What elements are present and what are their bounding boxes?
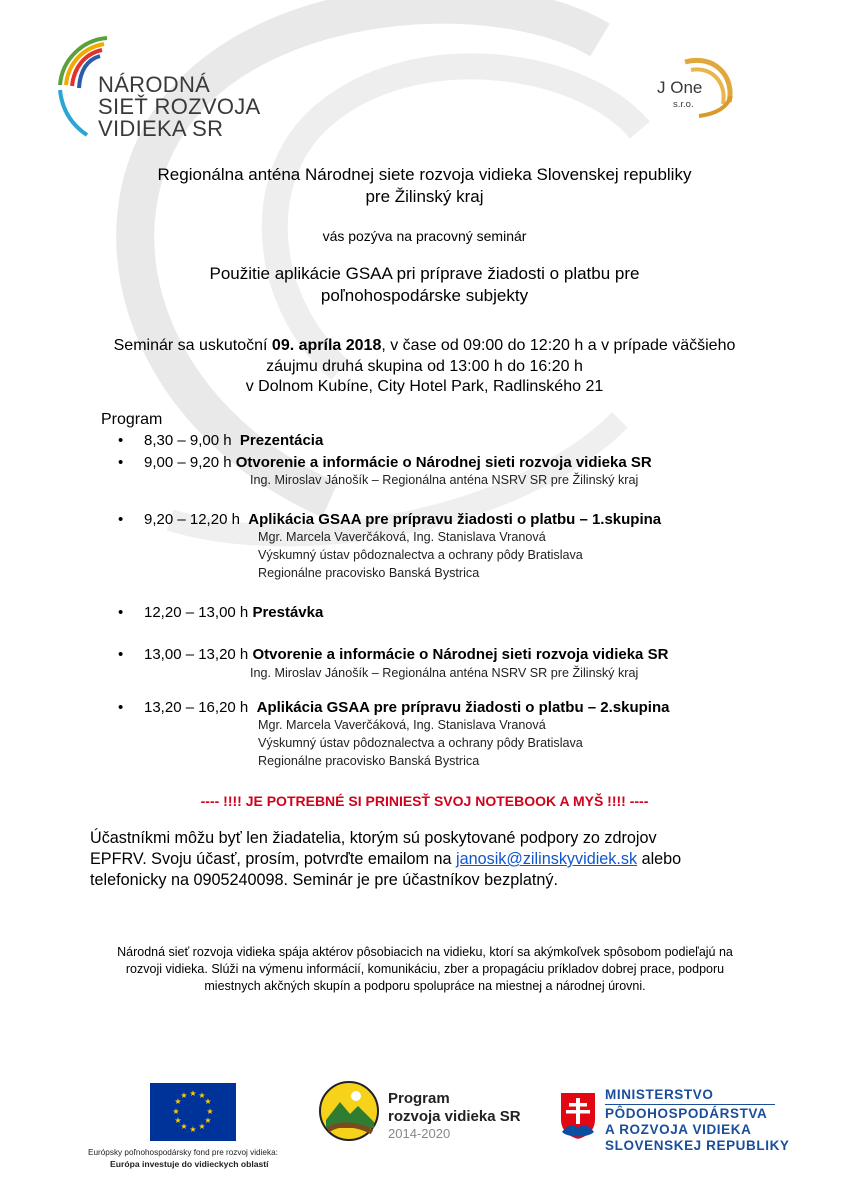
bullet-icon: • [118,454,124,471]
eu-caption-1: Európsky poľnohospodársky fond pre rozvoj vidieka: [88,1148,278,1157]
jone-logo-text [657,78,703,110]
ministry-divider [605,1104,775,1105]
program-title: Otvorenie a informácie o Národnej sieti rozvoja vidieka SR [235,454,652,471]
details-line-2: záujmu druhá skupina od 13:00 h do 16:20 h [266,358,583,375]
svg-text:★: ★ [174,1097,182,1106]
ministry-logo-text [605,1087,790,1154]
nsrv-logo-text [98,74,261,140]
program-title: Prestávka [252,604,324,621]
program-item [0,698,849,718]
eu-caption-2: Európa investuje do vidieckych oblastí [110,1159,269,1169]
bullet-icon: • [118,604,124,621]
ministry-line: A ROZVOJA VIDIEKA [605,1122,752,1137]
eu-flag-logo [150,1083,236,1141]
prv-logo-line-1: Program [388,1090,450,1107]
svg-text:★: ★ [198,1122,206,1131]
ministry-line: MINISTERSTVO [605,1087,714,1102]
program-time: 8,30 – 9,00 h [144,432,232,449]
program-item [0,431,849,451]
participants-line-3: telefonicky na 0905240098. Seminár je pre účastníkov bezplatný. [90,871,558,889]
svg-text:★: ★ [189,1125,197,1134]
program-institution: Výskumný ústav pôdoznalectva a ochrany pôdy Bratislava [258,548,583,562]
ministry-line: SLOVENSKEJ REPUBLIKY [605,1138,790,1153]
svg-text:★: ★ [172,1107,180,1116]
slovak-coat-of-arms-icon [558,1090,598,1142]
program-time: 12,20 – 13,00 h [144,604,249,621]
program-item [0,603,849,623]
program-speaker: Ing. Miroslav Jánošík – Regionálna anténa NSRV SR pre Žilinský kraj [250,473,639,487]
ministry-line: PÔDOHOSPODÁRSTVA [605,1106,768,1121]
program-item [0,453,849,473]
program-title: Aplikácia GSAA pre prípravu žiadosti o platbu – 2.skupina [256,699,670,716]
program-department: Regionálne pracovisko Banská Bystrica [258,754,480,768]
program-time: 13,20 – 16,20 h [144,699,249,716]
eu-stars-icon [150,1083,236,1141]
program-time: 9,00 – 9,20 h [144,454,232,471]
participants-line-2-suffix: alebo [637,850,682,868]
prv-logo-text [388,1090,521,1126]
program-item [0,510,849,530]
participants-line-2-prefix: EPFRV. Svoju účasť, prosím, potvrďte emailom na [90,850,457,868]
jone-logo-name: J One [657,78,703,97]
svg-text:★: ★ [189,1089,197,1098]
program-time: 13,00 – 13,20 h [144,646,249,663]
program-speaker: Mgr. Marcela Vaverčáková, Ing. Stanislava Vranová [258,530,546,544]
topic-line-2: poľnohospodárske subjekty [320,286,529,305]
program-time: 9,20 – 12,20 h [144,511,240,528]
program-title: Aplikácia GSAA pre prípravu žiadosti o platbu – 1.skupina [248,511,662,528]
program-title: Otvorenie a informácie o Národnej sieti rozvoja vidieka SR [252,646,669,663]
svg-text:★: ★ [174,1116,182,1125]
details-line-1 [0,335,849,356]
participants-line-1: Účastníkmi môžu byť len žiadatelia, ktorým sú poskytované podpory zo zdrojov [90,829,657,847]
bullet-icon: • [118,699,124,716]
nsrv-logo-line: NÁRODNÁ [98,72,211,97]
network-description: Národná sieť rozvoja vidieka spája aktérov pôsobiacich na vidieku, ktorí sa akýmkoľvek spôsobom podieľajú na rozvoji vidieka. Slúži na výmenu informácií, komunikáciu, zber a propagáciu príkladov dobrej prace, podporu miestnych akčných skupín a podporu spolupráce na miestnej a národnej úrovni. [117,945,733,993]
program-label: Program [101,411,163,428]
bullet-icon: • [118,511,124,528]
svg-text:★: ★ [204,1116,212,1125]
bullet-icon: • [118,432,124,449]
invite-text: vás pozýva na pracovný seminár [322,228,527,244]
svg-text:★: ★ [204,1097,212,1106]
header-line-1: Regionálna anténa Národnej siete rozvoja vidieka Slovenskej republiky [157,165,692,184]
details-line-3: v Dolnom Kubíne, City Hotel Park, Radlinského 21 [245,378,604,395]
program-institution: Výskumný ústav pôdoznalectva a ochrany pôdy Bratislava [258,736,583,750]
svg-text:★: ★ [180,1091,188,1100]
participants-paragraph [90,828,780,891]
participants-line-2 [90,849,780,870]
seminar-date: 09. apríla 2018 [271,337,382,354]
topic-line-1: Použitie aplikácie GSAA pri príprave žiadosti o platbu pre [209,264,640,283]
program-speaker: Ing. Miroslav Jánošík – Regionálna anténa NSRV SR pre Žilinský kraj [250,666,639,680]
email-link[interactable]: janosik@zilinskyvidiek.sk [456,850,638,868]
program-speaker: Mgr. Marcela Vaverčáková, Ing. Stanislava Vranová [258,718,546,732]
program-department: Regionálne pracovisko Banská Bystrica [258,566,480,580]
jone-logo-sub: s.r.o. [673,99,694,110]
prv-emblem-icon [318,1080,380,1142]
header-line-2: pre Žilinský kraj [365,187,484,206]
program-item [0,645,849,665]
details-suffix: , v čase od 09:00 do 12:20 h a v prípade väčšieho [381,337,736,354]
nsrv-logo-line: SIEŤ ROZVOJA [98,94,261,119]
prv-logo-line-2: rozvoja vidieka SR [388,1108,521,1125]
svg-text:★: ★ [206,1107,214,1116]
svg-text:★: ★ [198,1091,206,1100]
svg-text:★: ★ [180,1122,188,1131]
notebook-warning: ---- !!!! JE POTREBNÉ SI PRINIESŤ SVOJ NOTEBOOK A MYŠ !!!! ---- [200,793,649,809]
program-title: Prezentácia [239,432,324,449]
bullet-icon: • [118,646,124,663]
details-prefix: Seminár sa uskutoční [113,337,272,354]
nsrv-logo-line: VIDIEKA SR [98,116,224,141]
prv-logo-years: 2014-2020 [388,1126,451,1141]
